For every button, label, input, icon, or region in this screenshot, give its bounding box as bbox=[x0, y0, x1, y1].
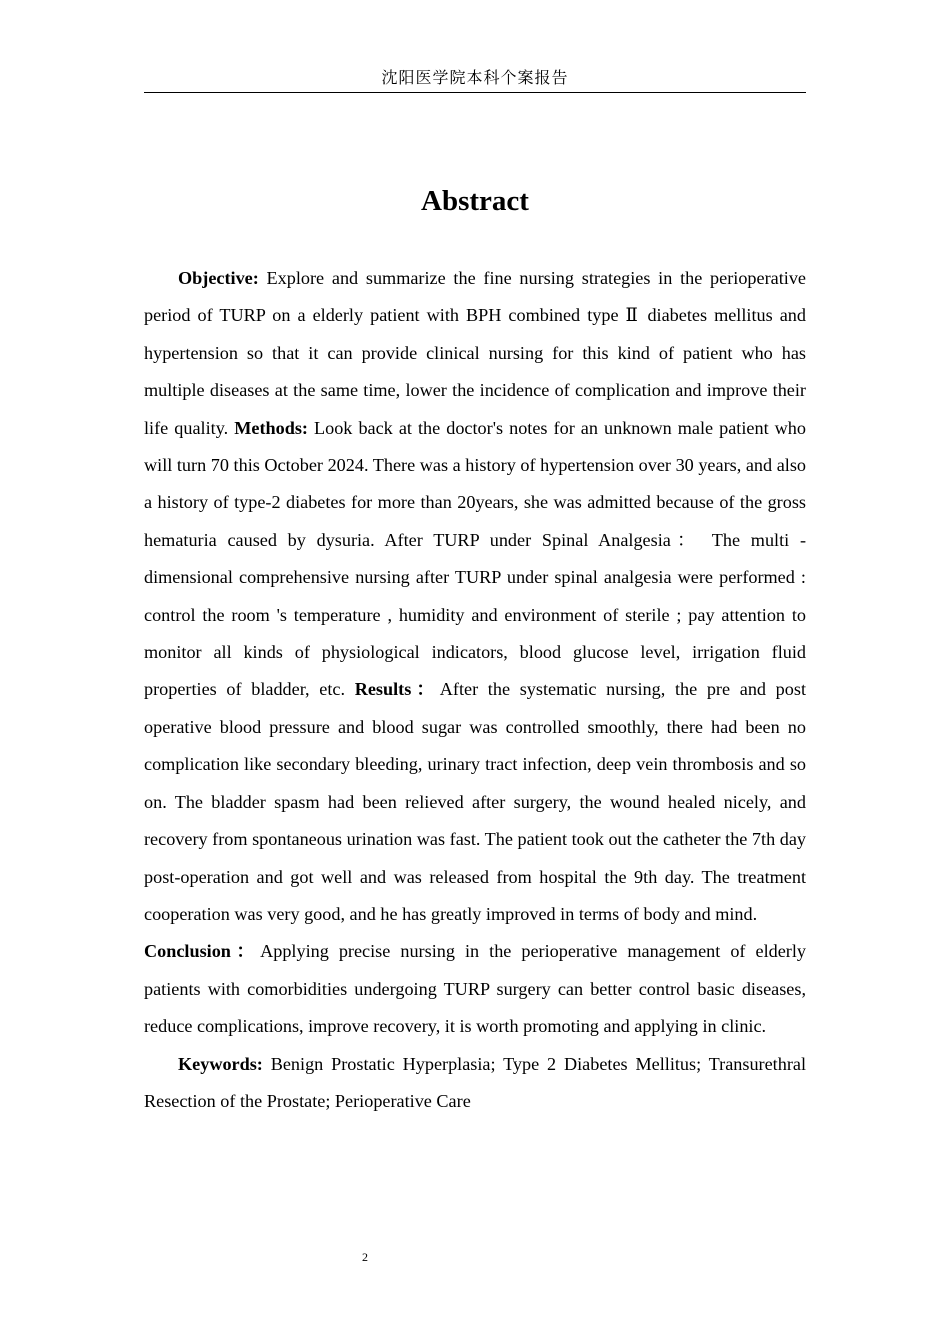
objective-label: Objective: bbox=[178, 268, 259, 288]
abstract-body bbox=[144, 260, 806, 1120]
conclusion-label: Conclusion： bbox=[144, 941, 261, 962]
keywords-label: Keywords: bbox=[178, 1053, 263, 1074]
keywords-text: Benign Prostatic Hyperplasia; Type 2 Diabetes Mellitus; Transurethral Resection of the Prostate; Perioperative Care bbox=[144, 1053, 806, 1111]
methods-text: Look back at the doctor's notes for an unknown male patient who will turn 70 this October 2024. There was a history of hypertension over 30 years, and also a history of type-2 diabetes for more than 20years, she was admitted because of the gross hematuria caused by dysuria. After TURP under Spinal Analgesia： The multi -dimensional comprehensive nursing after TURP under spinal analgesia were performed : control the room 's temperature , humidity and environment of sterile ; pay attention to monitor all kinds of physiological indicators, blood glucose level, irrigation fluid properties of bladder, etc. bbox=[144, 417, 806, 700]
abstract-title: Abstract bbox=[421, 185, 529, 217]
results-label: Results： bbox=[354, 679, 440, 700]
keywords-paragraph bbox=[144, 1046, 806, 1121]
objective-text: Explore and summarize the fine nursing strategies in the perioperative period of TURP on a elderly patient with BPH combined type Ⅱ diabetes mellitus and hypertension so that it can provide clinical nursing for this kind of patient who has multiple diseases at the same time, lower the incidence of complication and improve their life quality. bbox=[144, 268, 806, 438]
methods-label: Methods: bbox=[234, 417, 308, 438]
page-number: 2 bbox=[362, 1250, 368, 1264]
abstract-paragraph bbox=[144, 260, 806, 1046]
results-text: After the systematic nursing, the pre and post operative blood pressure and blood sugar was controlled smoothly, there had been no complication like secondary bleeding, urinary tract infection, deep vein thrombosis and so on. The bladder spasm had been relieved after surgery, the wound healed nicely, and recovery from spontaneous urination was fast. The patient took out the catheter the 7th day post-operation and got well and was released from hospital the 9th day. The treatment cooperation was very good, and he has greatly improved in terms of body and mind. bbox=[144, 679, 806, 924]
conclusion-text: Applying precise nursing in the perioperative management of elderly patients with comorbidities undergoing TURP surgery can better control basic diseases, reduce complications, improve recovery, it is worth promoting and applying in clinic. bbox=[144, 941, 806, 1037]
page-header: 沈阳医学院本科个案报告 bbox=[144, 66, 806, 93]
